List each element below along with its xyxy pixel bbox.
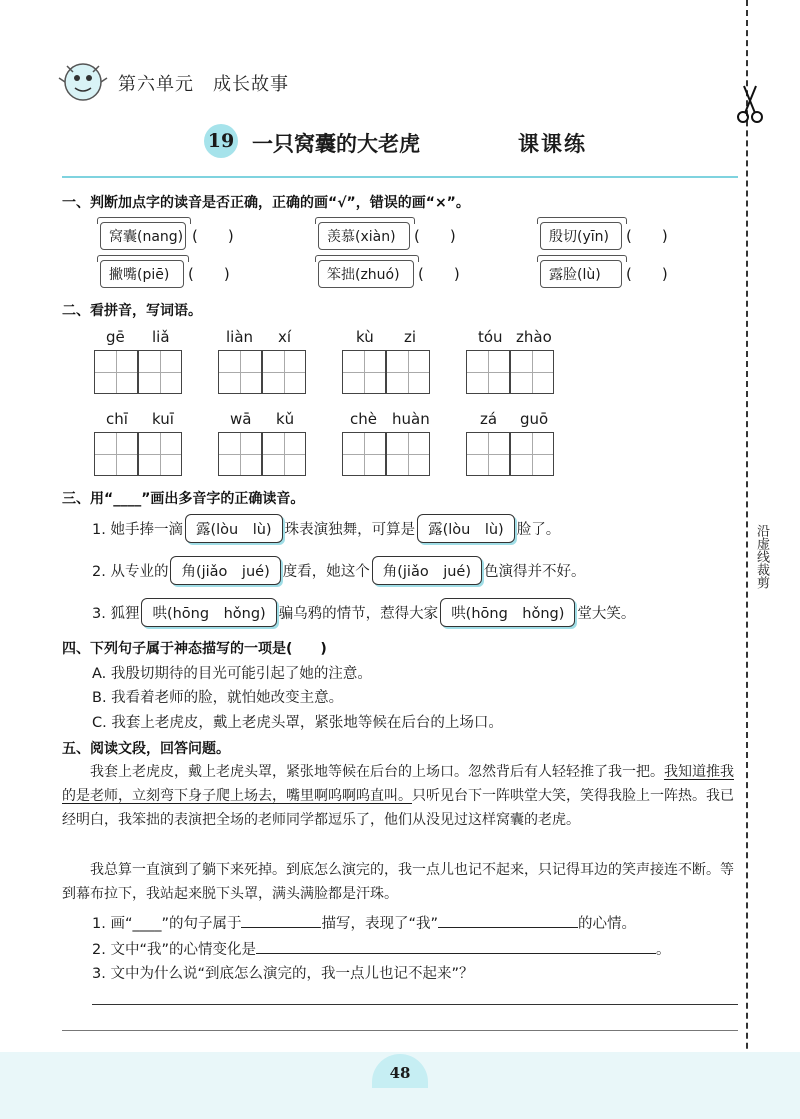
cut-dashed-line <box>746 0 748 1119</box>
pinyin: liǎ <box>152 328 170 346</box>
sentence-text: 脸了。 <box>516 522 561 538</box>
pinyin: guō <box>520 410 549 428</box>
polyphone-tag[interactable]: 露(lòu lù) <box>185 514 283 543</box>
polyphone-tag[interactable]: 角(jiǎo jué) <box>372 556 482 585</box>
q1-answer-paren[interactable]: ( ) <box>188 265 230 283</box>
bottom-rule <box>62 1030 738 1031</box>
writing-cell[interactable] <box>510 432 554 476</box>
q3-heading: 三、用“____”画出多音字的正确读音。 <box>62 491 305 507</box>
writing-cell[interactable] <box>510 350 554 394</box>
q1-word-card: 窝囊(nang) <box>100 222 186 250</box>
pinyin: zá <box>480 410 498 428</box>
q4-heading: 四、下列句子属于神态描写的一项是( ) <box>62 641 327 657</box>
sentence-text: 色演得并不好。 <box>484 564 586 580</box>
writing-cell[interactable] <box>138 432 182 476</box>
pinyin: tóu <box>478 328 503 346</box>
sentence-text: 3. 狐狸 <box>92 606 140 622</box>
underlined-sentence: 我知道推我的是老师，立刻弯下身子爬上场去，嘴里啊呜啊呜直叫。 <box>62 764 734 804</box>
pinyin: chè <box>350 410 377 428</box>
pinyin: zhào <box>516 328 552 346</box>
question-text: 1. 画“____”的句子属于 <box>92 916 242 932</box>
question-text: 的心情。 <box>578 916 636 932</box>
answer-line[interactable] <box>92 1004 738 1005</box>
writing-cell[interactable] <box>262 350 306 394</box>
unit-title: 第六单元 成长故事 <box>118 74 289 95</box>
writing-cell[interactable] <box>262 432 306 476</box>
q1-word-card: 笨拙(zhuó) <box>318 260 414 288</box>
q5-heading: 五、阅读文段，回答问题。 <box>62 741 230 757</box>
question-text: 。 <box>655 942 671 958</box>
pinyin: xí <box>278 328 292 346</box>
pinyin: zi <box>404 328 417 346</box>
writing-cell[interactable] <box>138 350 182 394</box>
writing-cell[interactable] <box>94 350 138 394</box>
reading-passage-p2: 我总算一直演到了躺下来死掉。到底怎么演完的，我一点儿也记不起来，只记得耳边的笑声接连不断。等到幕布拉下，我站起来脱下头罩，满头满脸都是汗珠。 <box>62 862 734 902</box>
q1-word-card: 殷切(yīn) <box>540 222 622 250</box>
writing-cell[interactable] <box>386 432 430 476</box>
question-text: 2. 文中“我”的心情变化是 <box>92 942 256 958</box>
polyphone-tag[interactable]: 露(lòu lù) <box>417 514 515 543</box>
lesson-title: 一只窝囊的大老虎 <box>252 132 420 156</box>
writing-cell[interactable] <box>466 432 510 476</box>
sentence-text: 珠表演独舞，可算是 <box>284 522 416 538</box>
sentence-text: 骗乌鸦的情节，惹得大家 <box>278 606 439 622</box>
q1-answer-paren[interactable]: ( ) <box>414 227 456 245</box>
lesson-number-badge: 19 <box>204 124 238 158</box>
polyphone-tag[interactable]: 哄(hōng hǒng) <box>440 598 575 627</box>
writing-cell[interactable] <box>342 350 386 394</box>
q1-heading: 一、判断加点字的读音是否正确，正确的画“√”，错误的画“×”。 <box>62 195 470 211</box>
pinyin: kǔ <box>276 410 295 428</box>
writing-cell[interactable] <box>94 432 138 476</box>
q5-question-2 <box>92 938 670 959</box>
answer-blank[interactable] <box>241 913 321 928</box>
writing-cell[interactable] <box>342 432 386 476</box>
q1-answer-paren[interactable]: ( ) <box>192 227 234 245</box>
q4-option-c[interactable]: C. 我套上老虎皮，戴上老虎头罩，紧张地等候在后台的上场口。 <box>92 715 503 731</box>
answer-blank[interactable] <box>256 939 656 954</box>
q4-option-a[interactable]: A. 我殷切期待的目光可能引起了她的注意。 <box>92 666 372 682</box>
dragon-mascot-icon <box>55 52 111 108</box>
q5-question-1 <box>92 912 636 933</box>
q1-answer-paren[interactable]: ( ) <box>626 265 668 283</box>
writing-cell[interactable] <box>386 350 430 394</box>
q1-word-card: 羡慕(xiàn) <box>318 222 410 250</box>
pinyin: liàn <box>226 328 254 346</box>
sentence-text: 1. 她手捧一滴 <box>92 522 183 538</box>
writing-cell[interactable] <box>466 350 510 394</box>
pinyin: chī <box>106 410 128 428</box>
q1-word-card: 露脸(lù) <box>540 260 622 288</box>
passage-text: 我套上老虎皮，戴上老虎头罩，紧张地等候在后台的上场口。忽然背后有人轻轻推了我一把。 <box>62 764 664 780</box>
question-text: 描写，表现了“我” <box>321 916 438 932</box>
polyphone-tag[interactable]: 角(jiǎo jué) <box>170 556 280 585</box>
lesson-tag: 课课练 <box>518 132 587 156</box>
page-number: 48 <box>372 1054 428 1088</box>
q1-answer-paren[interactable]: ( ) <box>418 265 460 283</box>
q1-word-card: 撇嘴(piē) <box>100 260 184 288</box>
writing-cell[interactable] <box>218 350 262 394</box>
sentence-text: 堂大笑。 <box>577 606 636 622</box>
cut-label: 沿虚线裁剪 <box>753 520 771 593</box>
sentence-text: 2. 从专业的 <box>92 564 169 580</box>
header-rule <box>62 176 738 178</box>
sentence-text: 度看，她这个 <box>282 564 370 580</box>
pinyin: gē <box>106 328 125 346</box>
pinyin: kù <box>356 328 374 346</box>
scissors-icon <box>735 82 765 126</box>
q1-answer-paren[interactable]: ( ) <box>626 227 668 245</box>
q4-option-b[interactable]: B. 我看着老师的脸，就怕她改变主意。 <box>92 690 344 706</box>
pinyin: huàn <box>392 410 430 428</box>
pinyin: wā <box>230 410 252 428</box>
reading-passage-p1 <box>62 760 738 832</box>
q3-sentence-3 <box>92 598 635 627</box>
q3-sentence-2 <box>92 556 586 585</box>
writing-cell[interactable] <box>218 432 262 476</box>
q2-heading: 二、看拼音，写词语。 <box>62 303 202 319</box>
q3-sentence-1 <box>92 514 560 543</box>
answer-blank[interactable] <box>438 913 578 928</box>
q5-question-3: 3. 文中为什么说“到底怎么演完的，我一点儿也记不起来”？ <box>92 966 474 982</box>
pinyin: kuī <box>152 410 174 428</box>
passage-text: 只听见台下一阵哄堂大笑，笑得我脸上一阵热。我已经明白，我笨拙的表演把全场的老师同学都逗乐了，他们从没见过这样窝囊的老虎。 <box>62 788 734 828</box>
polyphone-tag[interactable]: 哄(hōng hǒng) <box>141 598 276 627</box>
